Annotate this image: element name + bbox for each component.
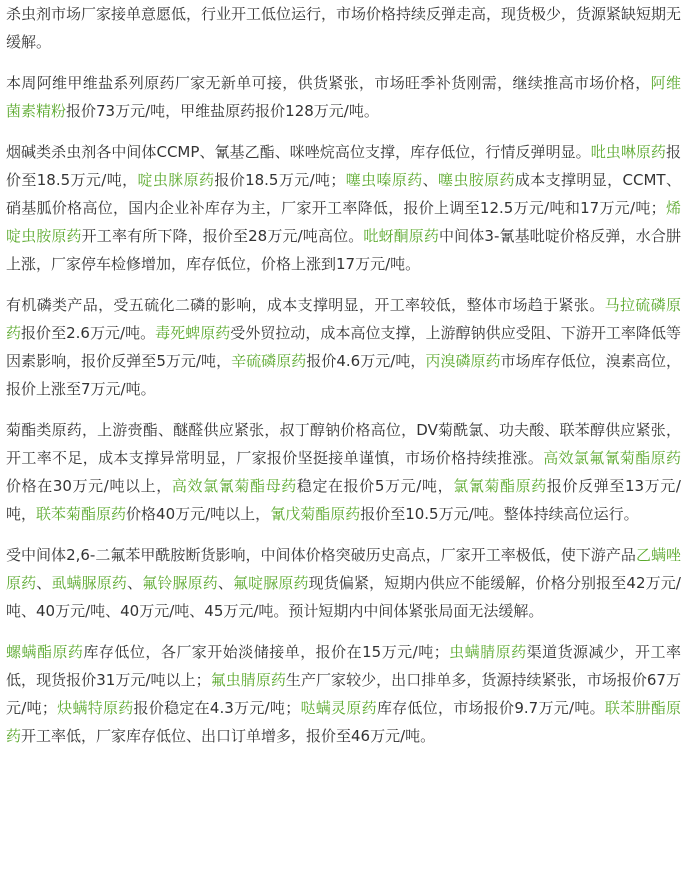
product-name-link[interactable]: 炔螨特原药 <box>56 699 134 717</box>
product-name-link[interactable]: 噻虫胺原药 <box>438 171 515 189</box>
text-run: 现货偏紧，短期内供应不能缓解，价格分别报至42万元/吨、40万元/吨、40万元/吨、45万元/吨。预计短期内中间体紧张局面无法缓解。 <box>6 574 681 620</box>
product-name-link[interactable]: 氟铃脲原药 <box>142 574 218 592</box>
text-run: 生产厂家较少，出口排单多，货源持续紧张，市场报价67万元/吨； <box>6 671 681 717</box>
paragraph-pyrethroids <box>6 416 681 528</box>
text-run: 烟碱类杀虫剂各中间体CCMP、氰基乙酯、咪唑烷高位支撑，库存低位，行情反弹明显。 <box>6 143 591 161</box>
paragraph-benzoylureas <box>6 541 681 625</box>
text-run: 报价稳定在4.3万元/吨； <box>133 699 301 717</box>
text-run: 报价至2.6万元/吨。 <box>21 324 156 342</box>
product-name-link[interactable]: 联苯菊酯原药 <box>36 505 127 523</box>
text-run: 、 <box>36 574 52 592</box>
product-name-link[interactable]: 氟虫腈原药 <box>210 671 286 689</box>
product-name-link[interactable]: 阿维菌素精粉 <box>6 74 681 120</box>
text-run: 、 <box>127 574 143 592</box>
paragraph-insecticide-market <box>6 0 681 56</box>
product-name-link[interactable]: 啶虫脒原药 <box>137 171 215 189</box>
product-name-link[interactable]: 烯啶虫胺原药 <box>6 199 681 245</box>
product-name-link[interactable]: 噻虫嗪原药 <box>345 171 423 189</box>
product-name-link[interactable]: 高效氯氟氰菊酯原药 <box>543 449 681 467</box>
text-run: 本周阿维甲维盐系列原药厂家无新单可接，供货紧张，市场旺季补货刚需，继续推高市场价格， <box>6 74 651 92</box>
product-name-link[interactable]: 哒螨灵原药 <box>300 699 377 717</box>
text-run: 报价4.6万元/吨， <box>306 352 426 370</box>
text-run: 、 <box>217 574 233 592</box>
text-run: 报价18.5万元/吨； <box>214 171 346 189</box>
text-run: 报价至18.5万元/吨， <box>6 143 681 189</box>
product-name-link[interactable]: 乙螨唑原药 <box>6 546 681 592</box>
text-run: 、 <box>422 171 439 189</box>
text-run: 稳定在报价5万元/吨， <box>296 477 454 495</box>
product-name-link[interactable]: 氟啶脲原药 <box>233 574 309 592</box>
text-run: 受外贸拉动，成本高位支撑，上游醇钠供应受阻、下游开工率降低等因素影响，报价反弹至5万元/吨， <box>6 324 681 370</box>
product-name-link[interactable]: 氰戊菊酯原药 <box>270 505 361 523</box>
paragraph-abamectin <box>6 69 681 125</box>
text-run: 库存低位，各厂家开始淡储接单，报价在15万元/吨； <box>83 643 449 661</box>
text-run: 报价反弹至13万元/吨， <box>6 477 681 523</box>
text-run: 价格40万元/吨以上， <box>126 505 271 523</box>
text-run: 库存低位，市场报价9.7万元/吨。 <box>376 699 605 717</box>
text-run: 菊酯类原药，上游赍酯、醚醛供应紧张，叔丁醇钠价格高位，DV菊酰氯、功夫酸、联苯醇供应紧张， 开工率不足，成本支撑异常明显，厂家报价坚挺接单谨慎，市场价格持续推涨。 <box>6 421 681 467</box>
product-name-link[interactable]: 螺螨酯原药 <box>6 643 84 661</box>
paragraph-neonicotinoids <box>6 138 681 278</box>
product-name-link[interactable]: 丙溴磷原药 <box>425 352 501 370</box>
product-name-link[interactable]: 马拉硫磷原药 <box>6 296 681 342</box>
product-name-link[interactable]: 虱螨脲原药 <box>51 574 128 592</box>
text-run: 中间体3-氰基吡啶价格反弹，水合肼上涨，厂家停车检修增加，库存低位，价格上涨到17万元/吨。 <box>6 227 681 273</box>
text-run: 有机磷类产品，受五硫化二磷的影响，成本支撑明显，开工率较低，整体市场趋于紧张。 <box>6 296 605 314</box>
product-name-link[interactable]: 吡蚜酮原药 <box>363 227 440 245</box>
product-name-link[interactable]: 毒死蜱原药 <box>155 324 231 342</box>
text-run: 市场库存低位，溴素高位，报价上涨至7万元/吨。 <box>6 352 681 398</box>
product-name-link[interactable]: 吡虫啉原药 <box>590 143 666 161</box>
product-name-link[interactable]: 虫螨腈原药 <box>448 643 527 661</box>
text-run: 报价至10.5万元/吨。整体持续高位运行。 <box>360 505 639 523</box>
text-run: 杀虫剂市场厂家接单意愿低，行业开工低位运行，市场价格持续反弹走高，现货极少，货源紧缺短期无缓解。 <box>6 5 682 51</box>
product-name-link[interactable]: 高效氯氰菊酯母药 <box>171 477 297 495</box>
text-run: 开工率有所下降，报价至28万元/吨高位。 <box>81 227 364 245</box>
text-run: 开工率低，厂家库存低位、出口订单增多，报价至46万元/吨。 <box>21 727 436 745</box>
paragraph-acaricides <box>6 638 681 750</box>
product-name-link[interactable]: 联苯肼酯原药 <box>6 699 681 745</box>
text-run: 价格在30万元/吨以上， <box>6 477 172 495</box>
text-run: 渠道货源减少，开工率低，现货报价31万元/吨以上； <box>6 643 681 689</box>
text-run: 成本支撑明显，CCMT、硝基胍价格高位，国内企业补库存为主，厂家开工率降低，报价上调至12.5万元/吨和17万元/吨； <box>6 171 681 217</box>
text-run: 受中间体2,6-二氟苯甲酰胺断货影响，中间体价格突破历史高点，厂家开工率极低，使下游产品 <box>6 546 636 564</box>
text-run: 报价73万元/吨，甲维盐原药报价128万元/吨。 <box>66 102 379 120</box>
product-name-link[interactable]: 辛硫磷原药 <box>231 352 307 370</box>
product-name-link[interactable]: 氯氰菊酯原药 <box>453 477 547 495</box>
paragraph-organophosphates <box>6 291 681 403</box>
